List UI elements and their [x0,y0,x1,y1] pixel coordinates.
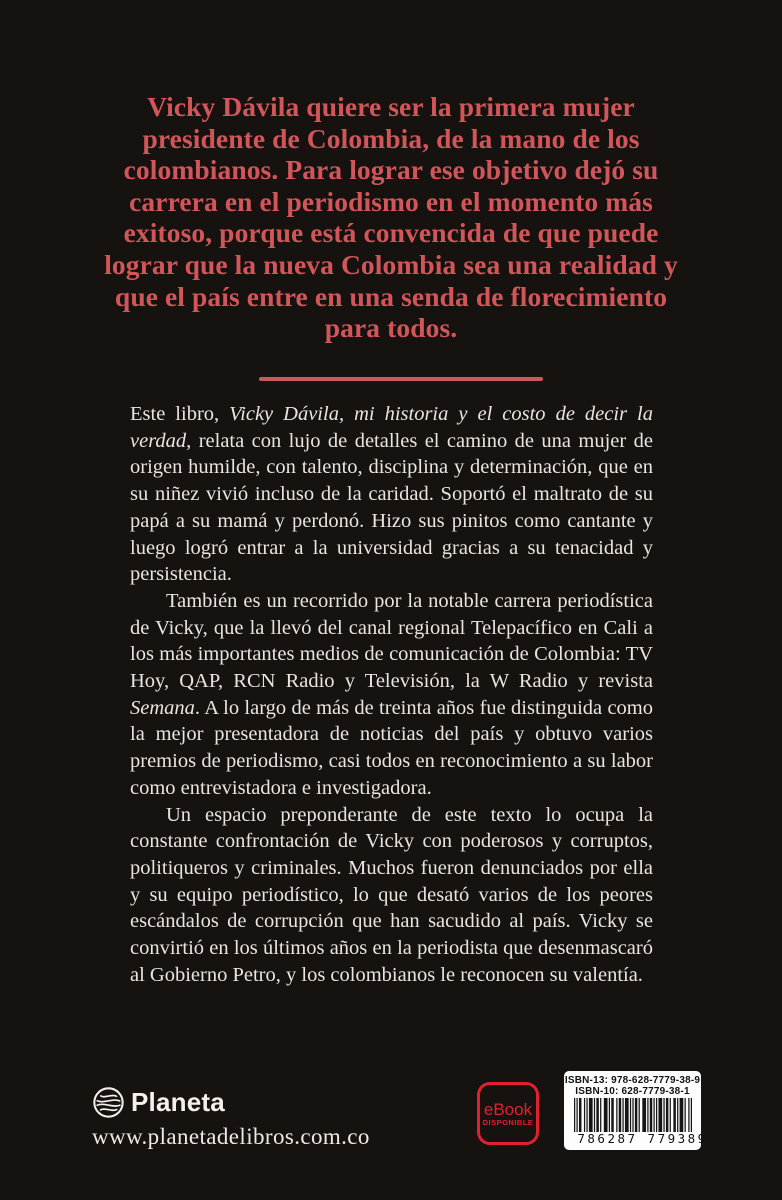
planeta-globe-icon [92,1086,125,1119]
publisher-website: www.planetadelibros.com.co [92,1124,370,1149]
synopsis-paragraph-1: Este libro, Vicky Dávila, mi historia y el costo de decir la verdad, relata con lujo de detalles el camino de una mujer de origen humilde, con talento, disciplina y determinación, que en su niñez vivió incluso de la caridad. Soportó el maltrato de su papá a su mamá y perdonó. Hizo sus pinitos como cantante y luego logró entrar a la universidad gracias a su tenacidad y persistencia. [130,403,653,586]
barcode-label [557,1071,708,1150]
ebook-badge-title: eBook [483,1099,533,1119]
isbn10-text: ISBN-10: 628-7779-38-1 [575,1086,690,1097]
synopsis-paragraph-2: También es un recorrido por la notable carrera periodística de Vicky, que la llevó del canal regional Telepacífico en Cali a los más importantes medios de comunicación de Colombia: TV Hoy, QAP, RCN Radio y Televisión, la W Radio y revista Semana. A lo largo de más de treinta años fue distinguida como la mejor presentadora de noticias del país y obtuvo varios premios de periodismo, casi todos en reconocimiento a su labor como entrevistadora e investigadora. [130,589,653,799]
barcode-bars-icon [574,1098,692,1132]
ebook-available-badge [477,1082,539,1145]
barcode-number: 9 786287 779389 [557,1131,708,1146]
divider-rule [259,377,543,381]
back-cover-tagline: Vicky Dávila quiere ser la primera mujer presidente de Colombia, de la mano de los colombianos. Para lograr ese objetivo dejó su carrera en el periodismo en el momento más exitoso, porque está convencida de que puede lograr que la nueva Colombia sea una realidad y que el país entre en una senda de florecimiento para todos. [104,91,678,344]
synopsis-paragraph-3: Un espacio preponderante de este texto lo ocupa la constante confrontación de Vicky con poderosos y corruptos, politiqueros y criminales. Muchos fueron denunciados por ella y su equipo periodístico, lo que desató varios de los peores escándalos de corrupción que han sacudido al país. Vicky se convirtió en los últimos años en la periodista que desenmascaró al Gobierno Petro, y los colombianos le reconocen su valentía. [130,803,653,986]
isbn13-text: ISBN-13: 978-628-7779-38-9 [564,1075,701,1086]
synopsis-block [130,401,653,988]
publisher-brand-row [92,1086,370,1119]
publisher-block [92,1086,370,1150]
ebook-badge-subtitle: DISPONIBLE [482,1117,534,1127]
publisher-name: Planeta [131,1087,225,1117]
